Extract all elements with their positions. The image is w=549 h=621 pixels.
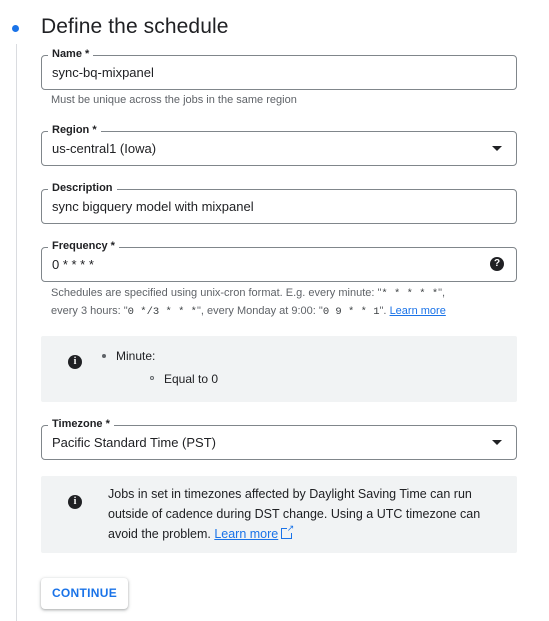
- timezone-value: Pacific Standard Time (PST): [52, 435, 216, 450]
- dropdown-arrow-icon[interactable]: [492, 146, 502, 151]
- dst-info-message: Jobs in set in timezones affected by Daylight Saving Time can run outside of cadence during DST change. Using a UTC timezone can avoid the problem.: [108, 487, 481, 541]
- timezone-label: Timezone *: [48, 416, 114, 432]
- dst-learn-more-link[interactable]: Learn more: [214, 527, 279, 541]
- step-connector-line: [16, 44, 17, 621]
- name-field[interactable]: [41, 48, 517, 90]
- info-icon: i: [68, 355, 82, 369]
- region-value: us-central1 (Iowa): [52, 141, 157, 156]
- frequency-hint-text: Schedules are specified using unix-cron format. E.g. every minute: ": [51, 287, 382, 299]
- step-indicator-dot: [12, 25, 19, 32]
- dropdown-arrow-icon[interactable]: [492, 440, 502, 445]
- frequency-hint-text: every 3 hours: ": [51, 305, 128, 317]
- description-input[interactable]: sync bigquery model with mixpanel: [52, 199, 254, 214]
- frequency-hint-text: ", every Monday at 9:00: ": [196, 305, 323, 317]
- cron-example-every-3-hours: 0 */3 * * *: [127, 306, 197, 318]
- info-bullet-minute: Minute:: [116, 349, 156, 363]
- name-label: Name *: [48, 46, 93, 62]
- frequency-input[interactable]: 0 * * * *: [52, 257, 94, 272]
- help-icon[interactable]: ?: [490, 257, 504, 271]
- dst-info-box: [41, 476, 517, 553]
- frequency-info-box: [41, 336, 517, 402]
- frequency-hint-text: ",: [438, 287, 446, 299]
- dst-info-text: [108, 484, 508, 544]
- external-link-icon[interactable]: [281, 528, 292, 539]
- continue-button[interactable]: CONTINUE: [41, 578, 128, 609]
- frequency-field[interactable]: [41, 240, 517, 282]
- section-title: Define the schedule: [41, 15, 229, 38]
- description-field[interactable]: [41, 182, 517, 224]
- frequency-learn-more-link[interactable]: Learn more: [389, 305, 446, 317]
- cron-example-monday: 0 9 * * 1: [322, 306, 380, 318]
- name-hint: Must be unique across the jobs in the same region: [51, 94, 297, 106]
- info-bullet-equal: Equal to 0: [164, 372, 219, 386]
- description-label: Description: [48, 180, 117, 196]
- region-label: Region *: [48, 122, 101, 138]
- frequency-label: Frequency *: [48, 238, 119, 254]
- cron-example-every-minute: * * * * *: [381, 288, 439, 300]
- frequency-hint-text: ".: [379, 305, 387, 317]
- frequency-hint: [51, 285, 521, 321]
- region-select[interactable]: [41, 124, 517, 166]
- name-input[interactable]: sync-bq-mixpanel: [52, 65, 154, 80]
- timezone-select[interactable]: [41, 418, 517, 460]
- info-icon: i: [68, 495, 82, 509]
